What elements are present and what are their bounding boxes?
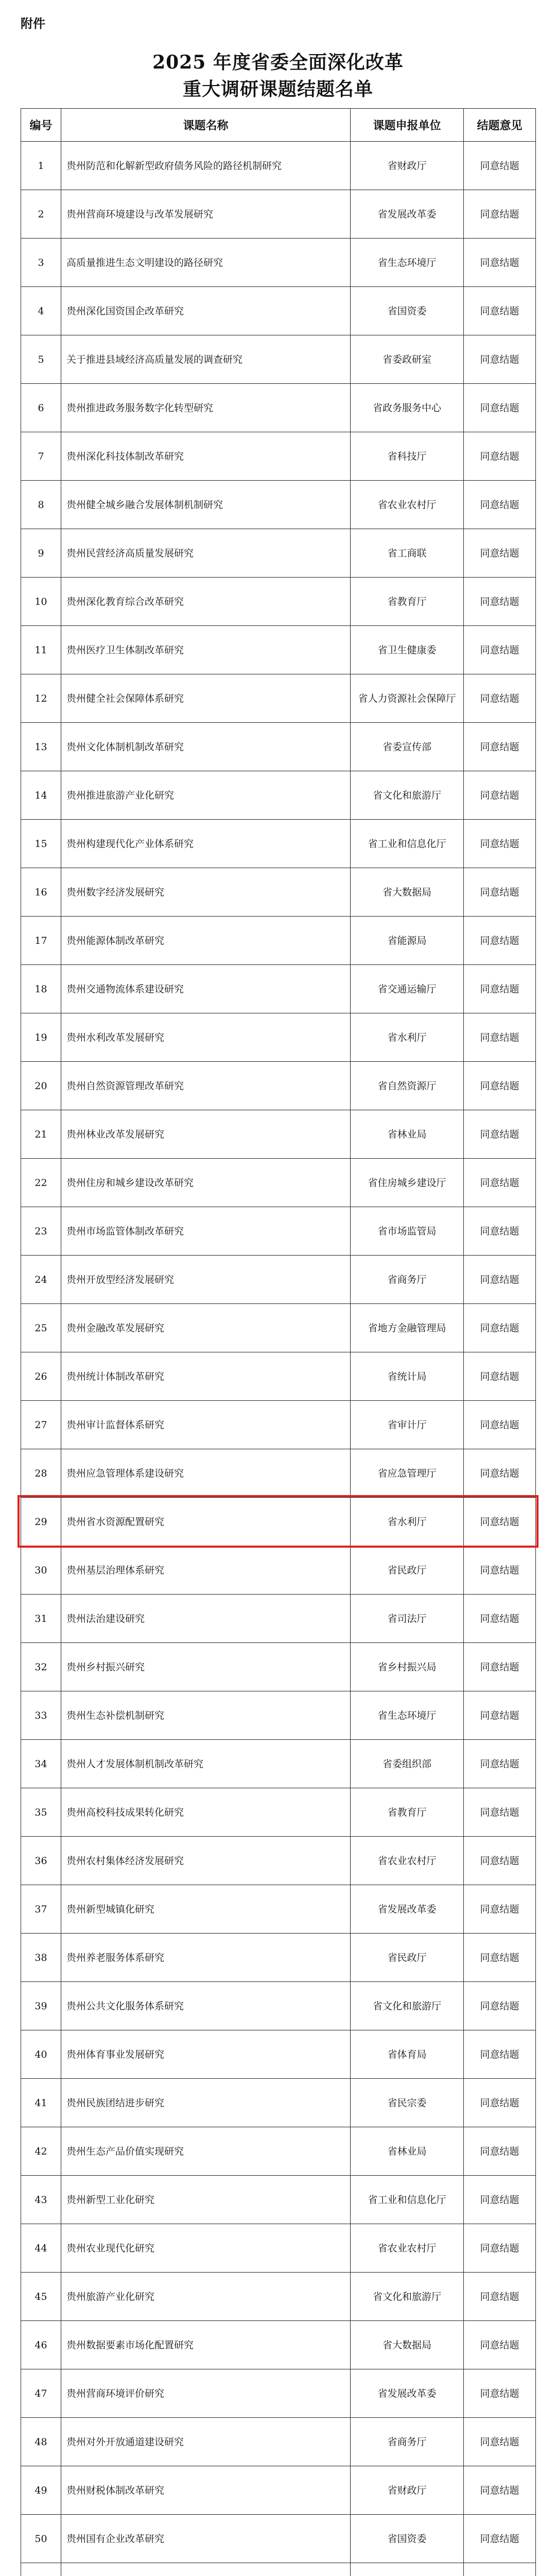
row-conclusion: 同意结题 bbox=[464, 2079, 536, 2127]
row-topic-name: 贵州健全城乡融合发展体制机制研究 bbox=[61, 481, 351, 529]
row-topic-name: 贵州开放型经济发展研究 bbox=[61, 1256, 351, 1304]
row-topic-name: 贵州农业现代化研究 bbox=[61, 2224, 351, 2273]
row-conclusion: 同意结题 bbox=[464, 2515, 536, 2563]
table-row bbox=[21, 190, 536, 239]
row-applicant-unit: 省国资委 bbox=[351, 2515, 464, 2563]
row-number: 16 bbox=[21, 868, 61, 917]
row-conclusion: 同意结题 bbox=[464, 1304, 536, 1352]
row-conclusion: 同意结题 bbox=[464, 1207, 536, 1256]
row-applicant-unit: 省交通运输厅 bbox=[351, 965, 464, 1013]
row-topic-name: 贵州审计监督体系研究 bbox=[61, 1401, 351, 1449]
row-topic-name: 贵州数据要素市场化配置研究 bbox=[61, 2321, 351, 2369]
table-row bbox=[21, 432, 536, 481]
row-applicant-unit: 省大数据局 bbox=[351, 2321, 464, 2369]
row-conclusion: 同意结题 bbox=[464, 1401, 536, 1449]
row-applicant-unit: 省林业局 bbox=[351, 1110, 464, 1159]
row-applicant-unit: 省委组织部 bbox=[351, 1740, 464, 1788]
row-applicant-unit: 省统计局 bbox=[351, 1352, 464, 1401]
row-topic-name: 贵州构建现代化产业体系研究 bbox=[61, 820, 351, 868]
result-table bbox=[21, 108, 536, 2576]
row-topic-name: 贵州数字经济发展研究 bbox=[61, 868, 351, 917]
table-row bbox=[21, 1256, 536, 1304]
table-row bbox=[21, 1401, 536, 1449]
row-topic-name: 贵州医疗卫生体制改革研究 bbox=[61, 626, 351, 674]
document-title bbox=[0, 49, 556, 103]
row-applicant-unit: 省科技厅 bbox=[351, 432, 464, 481]
row-number: 14 bbox=[21, 771, 61, 820]
row-number: 31 bbox=[21, 1595, 61, 1643]
row-number bbox=[21, 2563, 61, 2576]
table-row bbox=[21, 1352, 536, 1401]
table-row bbox=[21, 384, 536, 432]
row-number: 43 bbox=[21, 2176, 61, 2224]
table-row bbox=[21, 674, 536, 723]
row-conclusion: 同意结题 bbox=[464, 771, 536, 820]
table-row bbox=[21, 1110, 536, 1159]
row-number: 32 bbox=[21, 1643, 61, 1691]
row-topic-name: 贵州农村集体经济发展研究 bbox=[61, 1837, 351, 1885]
table-row bbox=[21, 1788, 536, 1837]
header-topic-name: 课题名称 bbox=[61, 109, 351, 142]
row-applicant-unit: 省财政厅 bbox=[351, 142, 464, 190]
row-applicant-unit: 省地方金融管理局 bbox=[351, 1304, 464, 1352]
table-row bbox=[21, 1304, 536, 1352]
header-conclusion: 结题意见 bbox=[464, 109, 536, 142]
row-topic-name: 贵州省水资源配置研究 bbox=[61, 1498, 351, 1546]
row-number: 33 bbox=[21, 1691, 61, 1740]
table-row bbox=[21, 1837, 536, 1885]
row-topic-name: 贵州深化科技体制改革研究 bbox=[61, 432, 351, 481]
row-conclusion: 同意结题 bbox=[464, 965, 536, 1013]
row-applicant-unit: 省能源局 bbox=[351, 917, 464, 965]
row-number: 37 bbox=[21, 1885, 61, 1934]
row-applicant-unit: 省工业和信息化厅 bbox=[351, 820, 464, 868]
row-applicant-unit bbox=[351, 2563, 464, 2576]
row-applicant-unit: 省大数据局 bbox=[351, 868, 464, 917]
row-conclusion: 同意结题 bbox=[464, 2369, 536, 2418]
table-row bbox=[21, 965, 536, 1013]
row-applicant-unit: 省民宗委 bbox=[351, 2079, 464, 2127]
row-conclusion: 同意结题 bbox=[464, 868, 536, 917]
table-row bbox=[21, 335, 536, 384]
row-number: 40 bbox=[21, 2030, 61, 2079]
row-number: 27 bbox=[21, 1401, 61, 1449]
row-topic-name: 贵州推进政务服务数字化转型研究 bbox=[61, 384, 351, 432]
row-topic-name: 贵州新型工业化研究 bbox=[61, 2176, 351, 2224]
table-row bbox=[21, 1934, 536, 1982]
row-topic-name: 贵州公共文化服务体系研究 bbox=[61, 1982, 351, 2030]
row-applicant-unit: 省委宣传部 bbox=[351, 723, 464, 771]
row-applicant-unit: 省应急管理厅 bbox=[351, 1449, 464, 1498]
row-applicant-unit: 省文化和旅游厅 bbox=[351, 2273, 464, 2321]
row-applicant-unit: 省教育厅 bbox=[351, 1788, 464, 1837]
row-applicant-unit: 省体育局 bbox=[351, 2030, 464, 2079]
row-conclusion: 同意结题 bbox=[464, 1159, 536, 1207]
row-conclusion bbox=[464, 2563, 536, 2576]
row-conclusion: 同意结题 bbox=[464, 626, 536, 674]
row-applicant-unit: 省教育厅 bbox=[351, 578, 464, 626]
row-applicant-unit: 省委政研室 bbox=[351, 335, 464, 384]
row-applicant-unit: 省乡村振兴局 bbox=[351, 1643, 464, 1691]
row-conclusion: 同意结题 bbox=[464, 1352, 536, 1401]
row-conclusion: 同意结题 bbox=[464, 2466, 536, 2515]
row-number: 20 bbox=[21, 1062, 61, 1110]
row-conclusion: 同意结题 bbox=[464, 1449, 536, 1498]
row-topic-name: 贵州统计体制改革研究 bbox=[61, 1352, 351, 1401]
row-conclusion: 同意结题 bbox=[464, 1110, 536, 1159]
row-topic-name: 贵州交通物流体系建设研究 bbox=[61, 965, 351, 1013]
row-applicant-unit: 省水利厅 bbox=[351, 1498, 464, 1546]
row-topic-name: 贵州法治建设研究 bbox=[61, 1595, 351, 1643]
title-line-1: 2025 年度省委全面深化改革 bbox=[152, 52, 404, 73]
row-conclusion: 同意结题 bbox=[464, 2176, 536, 2224]
row-topic-name: 贵州深化国资国企改革研究 bbox=[61, 287, 351, 335]
row-topic-name: 贵州高校科技成果转化研究 bbox=[61, 1788, 351, 1837]
row-topic-name: 贵州国有企业改革研究 bbox=[61, 2515, 351, 2563]
row-conclusion: 同意结题 bbox=[464, 1788, 536, 1837]
row-applicant-unit: 省发展改革委 bbox=[351, 2369, 464, 2418]
row-applicant-unit: 省民政厅 bbox=[351, 1546, 464, 1595]
table-row bbox=[21, 2418, 536, 2466]
row-conclusion: 同意结题 bbox=[464, 1837, 536, 1885]
row-applicant-unit: 省司法厅 bbox=[351, 1595, 464, 1643]
row-applicant-unit: 省农业农村厅 bbox=[351, 2224, 464, 2273]
row-topic-name: 贵州林业改革发展研究 bbox=[61, 1110, 351, 1159]
row-topic-name: 关于推进县域经济高质量发展的调查研究 bbox=[61, 335, 351, 384]
row-topic-name: 贵州乡村振兴研究 bbox=[61, 1643, 351, 1691]
row-topic-name: 贵州对外开放通道建设研究 bbox=[61, 2418, 351, 2466]
table-row bbox=[21, 1546, 536, 1595]
row-number: 36 bbox=[21, 1837, 61, 1885]
row-number: 46 bbox=[21, 2321, 61, 2369]
row-number: 18 bbox=[21, 965, 61, 1013]
row-number: 8 bbox=[21, 481, 61, 529]
row-number: 35 bbox=[21, 1788, 61, 1837]
row-conclusion: 同意结题 bbox=[464, 239, 536, 287]
row-number: 9 bbox=[21, 529, 61, 578]
row-number: 38 bbox=[21, 1934, 61, 1982]
row-number: 3 bbox=[21, 239, 61, 287]
row-applicant-unit: 省农业农村厅 bbox=[351, 1837, 464, 1885]
row-applicant-unit: 省财政厅 bbox=[351, 2466, 464, 2515]
table-row bbox=[21, 1595, 536, 1643]
table-row bbox=[21, 1498, 536, 1546]
row-conclusion: 同意结题 bbox=[464, 2418, 536, 2466]
row-number: 47 bbox=[21, 2369, 61, 2418]
table-row bbox=[21, 2515, 536, 2563]
row-number: 30 bbox=[21, 1546, 61, 1595]
row-conclusion: 同意结题 bbox=[464, 1740, 536, 1788]
header-number: 编号 bbox=[21, 109, 61, 142]
table-row bbox=[21, 2079, 536, 2127]
row-topic-name: 贵州财税体制改革研究 bbox=[61, 2466, 351, 2515]
row-applicant-unit: 省市场监管局 bbox=[351, 1207, 464, 1256]
table-row bbox=[21, 481, 536, 529]
row-topic-name: 贵州金融改革发展研究 bbox=[61, 1304, 351, 1352]
table-row bbox=[21, 1159, 536, 1207]
table-row bbox=[21, 2273, 536, 2321]
row-applicant-unit: 省生态环境厅 bbox=[351, 1691, 464, 1740]
row-conclusion: 同意结题 bbox=[464, 142, 536, 190]
row-topic-name: 贵州文化体制机制改革研究 bbox=[61, 723, 351, 771]
table-row bbox=[21, 868, 536, 917]
row-applicant-unit: 省发展改革委 bbox=[351, 190, 464, 239]
row-number: 34 bbox=[21, 1740, 61, 1788]
row-topic-name: 贵州水利改革发展研究 bbox=[61, 1013, 351, 1062]
table-row bbox=[21, 1982, 536, 2030]
row-topic-name: 贵州住房和城乡建设改革研究 bbox=[61, 1159, 351, 1207]
result-table-container bbox=[21, 108, 535, 2576]
table-row bbox=[21, 917, 536, 965]
row-applicant-unit: 省文化和旅游厅 bbox=[351, 1982, 464, 2030]
row-conclusion: 同意结题 bbox=[464, 432, 536, 481]
row-conclusion: 同意结题 bbox=[464, 1934, 536, 1982]
row-applicant-unit: 省工业和信息化厅 bbox=[351, 2176, 464, 2224]
row-number: 41 bbox=[21, 2079, 61, 2127]
row-number: 42 bbox=[21, 2127, 61, 2176]
table-row bbox=[21, 2176, 536, 2224]
row-conclusion: 同意结题 bbox=[464, 2273, 536, 2321]
row-number: 26 bbox=[21, 1352, 61, 1401]
row-conclusion: 同意结题 bbox=[464, 1256, 536, 1304]
row-topic-name: 贵州健全社会保障体系研究 bbox=[61, 674, 351, 723]
row-topic-name: 贵州体育事业发展研究 bbox=[61, 2030, 351, 2079]
row-conclusion: 同意结题 bbox=[464, 1691, 536, 1740]
row-conclusion: 同意结题 bbox=[464, 1885, 536, 1934]
row-number: 23 bbox=[21, 1207, 61, 1256]
row-conclusion: 同意结题 bbox=[464, 190, 536, 239]
row-number: 28 bbox=[21, 1449, 61, 1498]
row-number: 17 bbox=[21, 917, 61, 965]
row-topic-name: 贵州防范和化解新型政府债务风险的路径机制研究 bbox=[61, 142, 351, 190]
row-topic-name: 贵州新型城镇化研究 bbox=[61, 1885, 351, 1934]
row-number: 6 bbox=[21, 384, 61, 432]
row-conclusion: 同意结题 bbox=[464, 1062, 536, 1110]
row-topic-name: 贵州推进旅游产业化研究 bbox=[61, 771, 351, 820]
row-topic-name: 贵州营商环境评价研究 bbox=[61, 2369, 351, 2418]
row-conclusion: 同意结题 bbox=[464, 335, 536, 384]
row-number: 49 bbox=[21, 2466, 61, 2515]
row-conclusion: 同意结题 bbox=[464, 1546, 536, 1595]
table-body bbox=[21, 142, 536, 2576]
row-conclusion: 同意结题 bbox=[464, 384, 536, 432]
table-row bbox=[21, 820, 536, 868]
row-topic-name: 贵州基层治理体系研究 bbox=[61, 1546, 351, 1595]
table-row bbox=[21, 1740, 536, 1788]
row-conclusion: 同意结题 bbox=[464, 1013, 536, 1062]
row-conclusion: 同意结题 bbox=[464, 1595, 536, 1643]
row-applicant-unit: 省工商联 bbox=[351, 529, 464, 578]
row-number: 1 bbox=[21, 142, 61, 190]
table-row bbox=[21, 287, 536, 335]
row-number: 21 bbox=[21, 1110, 61, 1159]
row-topic-name: 贵州应急管理体系建设研究 bbox=[61, 1449, 351, 1498]
row-number: 11 bbox=[21, 626, 61, 674]
table-row bbox=[21, 1207, 536, 1256]
row-topic-name: 高质量推进生态文明建设的路径研究 bbox=[61, 239, 351, 287]
table-row bbox=[21, 771, 536, 820]
row-applicant-unit: 省审计厅 bbox=[351, 1401, 464, 1449]
row-number: 48 bbox=[21, 2418, 61, 2466]
row-topic-name: 贵州旅游产业化研究 bbox=[61, 2273, 351, 2321]
row-topic-name bbox=[61, 2563, 351, 2576]
row-topic-name: 贵州能源体制改革研究 bbox=[61, 917, 351, 965]
row-conclusion: 同意结题 bbox=[464, 1982, 536, 2030]
row-topic-name: 贵州民族团结进步研究 bbox=[61, 2079, 351, 2127]
row-applicant-unit: 省人力资源社会保障厅 bbox=[351, 674, 464, 723]
table-row bbox=[21, 239, 536, 287]
row-number: 22 bbox=[21, 1159, 61, 1207]
row-topic-name: 贵州民营经济高质量发展研究 bbox=[61, 529, 351, 578]
row-number: 10 bbox=[21, 578, 61, 626]
row-number: 25 bbox=[21, 1304, 61, 1352]
row-applicant-unit: 省卫生健康委 bbox=[351, 626, 464, 674]
row-conclusion: 同意结题 bbox=[464, 1643, 536, 1691]
row-number: 44 bbox=[21, 2224, 61, 2273]
row-applicant-unit: 省商务厅 bbox=[351, 2418, 464, 2466]
row-number: 15 bbox=[21, 820, 61, 868]
table-row bbox=[21, 1062, 536, 1110]
row-number: 12 bbox=[21, 674, 61, 723]
row-conclusion: 同意结题 bbox=[464, 2224, 536, 2273]
row-applicant-unit: 省生态环境厅 bbox=[351, 239, 464, 287]
row-number: 2 bbox=[21, 190, 61, 239]
row-conclusion: 同意结题 bbox=[464, 674, 536, 723]
row-number: 50 bbox=[21, 2515, 61, 2563]
row-applicant-unit: 省住房城乡建设厅 bbox=[351, 1159, 464, 1207]
row-topic-name: 贵州生态补偿机制研究 bbox=[61, 1691, 351, 1740]
row-number: 29 bbox=[21, 1498, 61, 1546]
row-applicant-unit: 省自然资源厅 bbox=[351, 1062, 464, 1110]
row-conclusion: 同意结题 bbox=[464, 723, 536, 771]
row-applicant-unit: 省商务厅 bbox=[351, 1256, 464, 1304]
row-number: 4 bbox=[21, 287, 61, 335]
row-conclusion: 同意结题 bbox=[464, 2030, 536, 2079]
row-conclusion: 同意结题 bbox=[464, 481, 536, 529]
table-row bbox=[21, 2466, 536, 2515]
row-topic-name: 贵州人才发展体制机制改革研究 bbox=[61, 1740, 351, 1788]
row-conclusion: 同意结题 bbox=[464, 287, 536, 335]
row-applicant-unit: 省发展改革委 bbox=[351, 1885, 464, 1934]
row-applicant-unit: 省水利厅 bbox=[351, 1013, 464, 1062]
row-topic-name: 贵州自然资源管理改革研究 bbox=[61, 1062, 351, 1110]
title-line-2: 重大调研课题结题名单 bbox=[182, 78, 373, 100]
row-conclusion: 同意结题 bbox=[464, 2127, 536, 2176]
row-topic-name: 贵州营商环境建设与改革发展研究 bbox=[61, 190, 351, 239]
row-conclusion: 同意结题 bbox=[464, 820, 536, 868]
row-applicant-unit: 省政务服务中心 bbox=[351, 384, 464, 432]
attachment-label: 附件 bbox=[21, 16, 45, 31]
row-conclusion: 同意结题 bbox=[464, 578, 536, 626]
table-row bbox=[21, 142, 536, 190]
row-number: 13 bbox=[21, 723, 61, 771]
table-row bbox=[21, 1013, 536, 1062]
table-row bbox=[21, 1643, 536, 1691]
row-applicant-unit: 省民政厅 bbox=[351, 1934, 464, 1982]
row-applicant-unit: 省农业农村厅 bbox=[351, 481, 464, 529]
table-row bbox=[21, 2563, 536, 2576]
row-topic-name: 贵州深化教育综合改革研究 bbox=[61, 578, 351, 626]
table-row bbox=[21, 578, 536, 626]
row-number: 24 bbox=[21, 1256, 61, 1304]
row-number: 19 bbox=[21, 1013, 61, 1062]
row-topic-name: 贵州生态产品价值实现研究 bbox=[61, 2127, 351, 2176]
table-row bbox=[21, 2127, 536, 2176]
row-number: 45 bbox=[21, 2273, 61, 2321]
row-number: 5 bbox=[21, 335, 61, 384]
row-conclusion: 同意结题 bbox=[464, 1498, 536, 1546]
row-applicant-unit: 省国资委 bbox=[351, 287, 464, 335]
row-number: 7 bbox=[21, 432, 61, 481]
table-row bbox=[21, 2321, 536, 2369]
row-conclusion: 同意结题 bbox=[464, 529, 536, 578]
row-conclusion: 同意结题 bbox=[464, 2321, 536, 2369]
row-number: 39 bbox=[21, 1982, 61, 2030]
table-row bbox=[21, 2369, 536, 2418]
row-topic-name: 贵州养老服务体系研究 bbox=[61, 1934, 351, 1982]
row-conclusion: 同意结题 bbox=[464, 917, 536, 965]
row-applicant-unit: 省文化和旅游厅 bbox=[351, 771, 464, 820]
table-row bbox=[21, 2224, 536, 2273]
table-row bbox=[21, 2030, 536, 2079]
row-topic-name: 贵州市场监管体制改革研究 bbox=[61, 1207, 351, 1256]
table-row bbox=[21, 1691, 536, 1740]
table-row bbox=[21, 1449, 536, 1498]
table-header-row bbox=[21, 109, 536, 142]
table-row bbox=[21, 626, 536, 674]
table-row bbox=[21, 529, 536, 578]
row-applicant-unit: 省林业局 bbox=[351, 2127, 464, 2176]
table-row bbox=[21, 723, 536, 771]
table-row bbox=[21, 1885, 536, 1934]
header-applicant-unit: 课题申报单位 bbox=[351, 109, 464, 142]
